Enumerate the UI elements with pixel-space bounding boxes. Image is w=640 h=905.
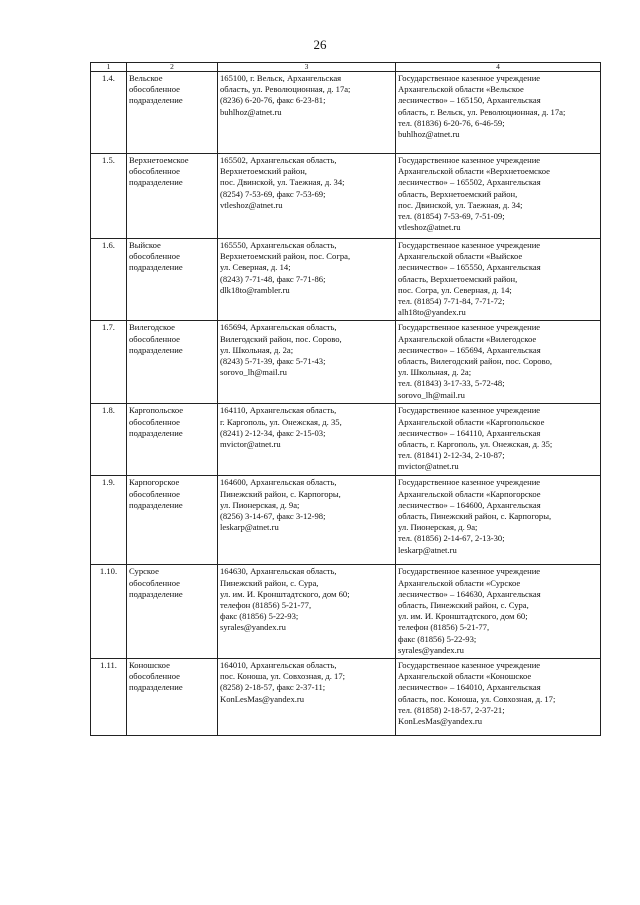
subdivision-address: 164630, Архангельская область, Пинежский район, с. Сура, ул. им. И. Кронштадтского, дом 60; телефон (81856) 5-21-77, факс (81856) 5-22-93; syrales@yandex.ru	[218, 565, 396, 659]
institution-details: Государственное казенное учреждение Архангельской области «Вельское лесничество» – 165150, Архангельская область, г. Вельск, ул. Революционная, д. 17а; тел. (81836) 6-20-76, 6-46-59; buhlhoz@atnet.ru	[396, 72, 601, 154]
table-row	[91, 154, 601, 239]
row-number: 1.6.	[91, 239, 127, 321]
subdivision-name: Вилегодское обособленное подразделение	[127, 321, 218, 404]
row-number: 1.10.	[91, 565, 127, 659]
row-number: 1.8.	[91, 404, 127, 476]
institution-details: Государственное казенное учреждение Архангельской области «Карпогорское лесничество» – 164600, Архангельская область, Пинежский район, с. Карпогоры, ул. Пионерская, д. 9а; тел. (81856) 2-14-67, 2-13-30; leskarp@atnet.ru	[396, 476, 601, 565]
column-number: 1	[91, 63, 127, 72]
column-number: 2	[127, 63, 218, 72]
table-row	[91, 404, 601, 476]
table-row	[91, 659, 601, 736]
subdivision-name: Выйское обособленное подразделение	[127, 239, 218, 321]
column-number: 3	[218, 63, 396, 72]
subdivision-name: Верхнетоемское обособленное подразделение	[127, 154, 218, 239]
row-number: 1.11.	[91, 659, 127, 736]
subdivision-name: Сурское обособленное подразделение	[127, 565, 218, 659]
row-number: 1.7.	[91, 321, 127, 404]
row-number: 1.5.	[91, 154, 127, 239]
subdivision-address: 164600, Архангельская область, Пинежский район, с. Карпогоры, ул. Пионерская, д. 9а; (8256) 3-14-67, факс 3-12-98; leskarp@atnet.ru	[218, 476, 396, 565]
institution-details: Государственное казенное учреждение Архангельской области «Вилегодское лесничество» – 165694, Архангельская область, Вилегодский район, пос. Сорово, ул. Школьная, д. 2а; тел. (81843) 3-17-33, 5-72-48; sorovo_lh@mail.ru	[396, 321, 601, 404]
forestry-table	[90, 62, 601, 736]
subdivision-address: 164010, Архангельская область, пос. Коноша, ул. Совхозная, д. 17; (8258) 2-18-57, факс 2-37-11; KonLesMas@yandex.ru	[218, 659, 396, 736]
institution-details: Государственное казенное учреждение Архангельской области «Коношское лесничество» – 164010, Архангельская область, пос. Коноша, ул. Совхозная, д. 17; тел. (81858) 2-18-57, 2-37-21; KonLesMas@yandex.ru	[396, 659, 601, 736]
table-row	[91, 565, 601, 659]
institution-details: Государственное казенное учреждение Архангельской области «Каргопольское лесничество» – 164110, Архангельская область, г. Каргополь, ул. Онежская, д. 35; тел. (81841) 2-12-34, 2-10-87; mvictor@atnet.ru	[396, 404, 601, 476]
institution-details: Государственное казенное учреждение Архангельской области «Выйское лесничество» – 165550, Архангельская область, Верхнетоемский район, пос. Согра, ул. Северная, д. 14; тел. (81854) 7-71-84, 7-71-72; alh18to@yandex.ru	[396, 239, 601, 321]
subdivision-name: Вельское обособленное подразделение	[127, 72, 218, 154]
subdivision-address: 165694, Архангельская область, Вилегодский район, пос. Сорово, ул. Школьная, д. 2а; (8243) 5-71-39, факс 5-71-43; sorovo_lh@mail.ru	[218, 321, 396, 404]
table-row	[91, 321, 601, 404]
subdivision-address: 164110, Архангельская область, г. Каргополь, ул. Онежская, д. 35, (8241) 2-12-34, факс 2-15-03; mvictor@atnet.ru	[218, 404, 396, 476]
table-row	[91, 239, 601, 321]
row-number: 1.4.	[91, 72, 127, 154]
table-row	[91, 476, 601, 565]
row-number: 1.9.	[91, 476, 127, 565]
institution-details: Государственное казенное учреждение Архангельской области «Сурское лесничество» – 164630, Архангельская область, Пинежский район, с. Сура, ул. им. И. Кронштадтского, дом 60; телефон (81856) 5-21-77, факс (81856) 5-22-93; syrales@yandex.ru	[396, 565, 601, 659]
page-number: 26	[313, 37, 327, 52]
subdivision-address: 165502, Архангельская область, Верхнетоемский район, пос. Двинской, ул. Таежная, д. 34; (8254) 7-53-69, факс 7-53-69; vtleshoz@atnet.ru	[218, 154, 396, 239]
subdivision-name: Карпогорское обособленное подразделение	[127, 476, 218, 565]
institution-details: Государственное казенное учреждение Архангельской области «Верхнетоемское лесничество» – 165502, Архангельская область, Верхнетоемский район, пос. Двинской, ул. Таежная, д. 34; тел. (81854) 7-53-69, 7-51-09; vtleshoz@atnet.ru	[396, 154, 601, 239]
column-number-row	[91, 63, 601, 72]
table-row	[91, 72, 601, 154]
subdivision-name: Каргопольское обособленное подразделение	[127, 404, 218, 476]
subdivision-name: Коношское обособленное подразделение	[127, 659, 218, 736]
subdivision-address: 165550, Архангельская область, Верхнетоемский район, пос. Согра, ул. Северная, д. 14; (8243) 7-71-48, факс 7-71-86; dlk18to@rambler.ru	[218, 239, 396, 321]
column-number: 4	[396, 63, 601, 72]
subdivision-address: 165100, г. Вельск, Архангельская область, ул. Революционная, д. 17а; (8236) 6-20-76, факс 6-23-81; buhlhoz@atnet.ru	[218, 72, 396, 154]
